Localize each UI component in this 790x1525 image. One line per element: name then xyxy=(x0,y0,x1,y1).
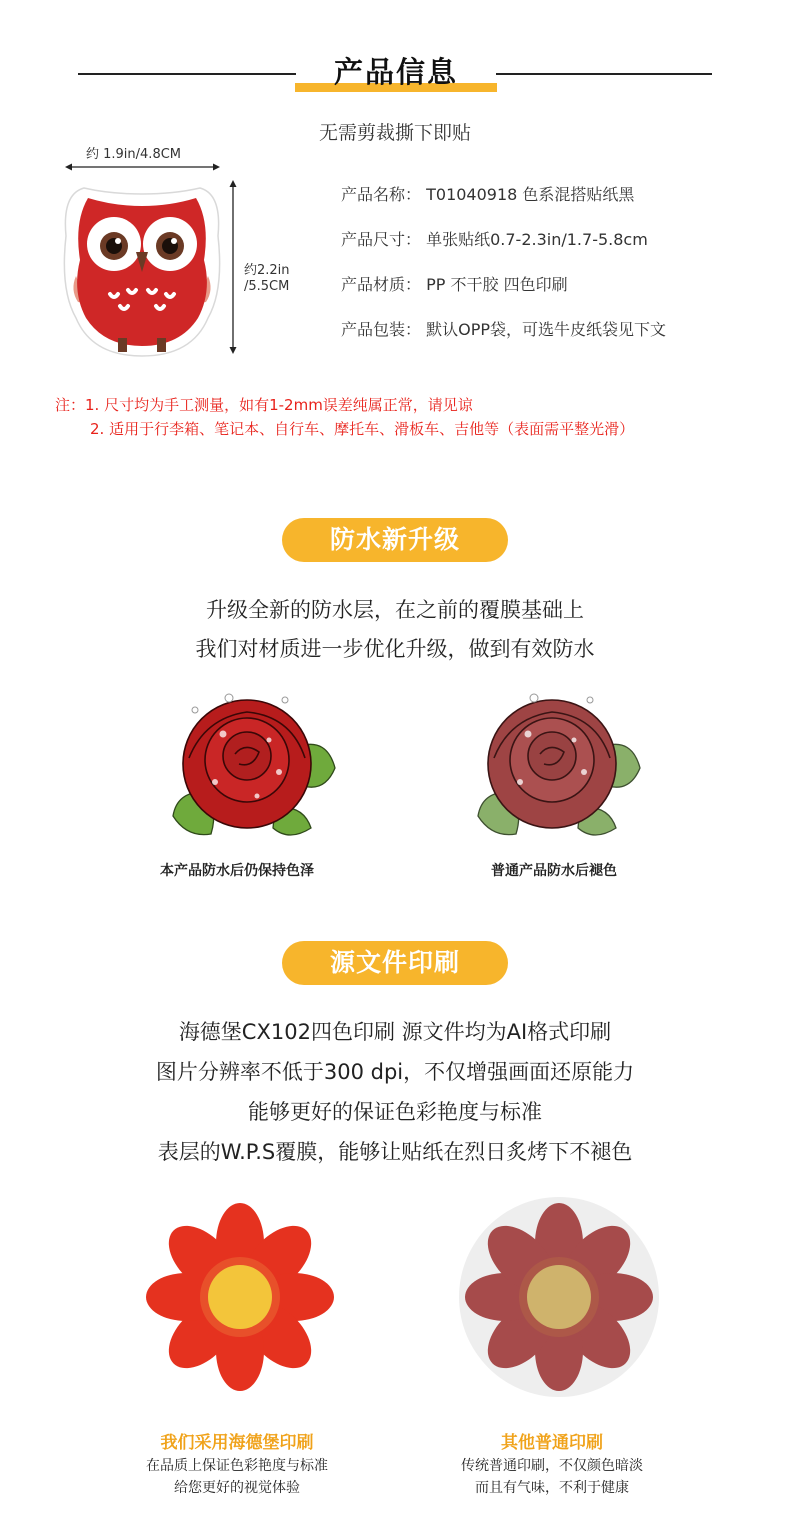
caption-ordinary-product: 普通产品防水后褪色 xyxy=(491,863,617,879)
printing-text-line4: 表层的W.P.S覆膜，能够让贴纸在烈日炙烤下不褪色 xyxy=(157,1140,633,1164)
page-title: 产品信息 xyxy=(333,55,458,89)
caption-sub-ordinary-1: 传统普通印刷，不仅颜色暗淡 xyxy=(461,1458,643,1474)
section-title-waterproof: 防水新升级 xyxy=(282,518,508,562)
printing-text-line2: 图片分辨率不低于300 dpi，不仅增强画面还原能力 xyxy=(155,1060,635,1084)
caption-sub-ordinary-2: 而且有气味，不利于健康 xyxy=(475,1480,629,1496)
caption-title-heidelberg: 我们采用海德堡印刷 xyxy=(160,1433,314,1453)
waterproof-text-line2: 我们对材质进一步优化升级，做到有效防水 xyxy=(195,637,595,661)
caption-waterproof-product: 本产品防水后仍保持色泽 xyxy=(160,863,314,879)
note-line-1: 注：1. 尺寸均为手工测量，如有1-2mm误差纯属正常，请见谅 xyxy=(55,396,473,414)
rose-faded-image xyxy=(470,688,645,848)
height-label-line1: 约2.2in xyxy=(244,263,290,278)
owl-sticker-image xyxy=(62,180,222,360)
section-title-printing: 源文件印刷 xyxy=(282,941,508,985)
info-label: 产品材质： xyxy=(341,275,422,294)
header-subtitle: 无需剪裁撕下即贴 xyxy=(318,122,471,144)
info-value: 单张贴纸0.7-2.3in/1.7-5.8cm xyxy=(426,230,648,249)
header-line-left xyxy=(78,73,296,75)
flower-vivid-image xyxy=(143,1200,337,1394)
caption-title-ordinary: 其他普通印刷 xyxy=(501,1433,603,1453)
flower-faded-image xyxy=(457,1195,661,1399)
printing-text-line1: 海德堡CX102四色印刷 源文件均为AI格式印刷 xyxy=(178,1020,612,1044)
info-row-name xyxy=(341,182,634,205)
printing-text-line3: 能够更好的保证色彩艳度与标准 xyxy=(248,1100,542,1124)
info-label: 产品包装： xyxy=(341,320,422,339)
width-arrow-icon xyxy=(65,162,220,172)
section-title-product-info xyxy=(295,50,497,94)
header-line-right xyxy=(496,73,712,75)
info-label: 产品名称： xyxy=(341,185,422,204)
height-arrow-icon xyxy=(228,180,238,354)
caption-sub-heidelberg-2: 给您更好的视觉体验 xyxy=(174,1480,300,1496)
info-row-packaging xyxy=(341,317,666,340)
info-row-material xyxy=(341,272,568,295)
rose-waterproof-image xyxy=(165,688,340,848)
info-value: 默认OPP袋，可选牛皮纸袋见下文 xyxy=(426,320,667,339)
caption-sub-heidelberg-1: 在品质上保证色彩艳度与标准 xyxy=(146,1458,328,1474)
height-label-line2: /5.5CM xyxy=(244,279,290,294)
note-line-2: 2. 适用于行李箱、笔记本、自行车、摩托车、滑板车、吉他等（表面需平整光滑） xyxy=(90,420,635,438)
info-label: 产品尺寸： xyxy=(341,230,422,249)
info-row-size xyxy=(341,227,648,250)
waterproof-text-line1: 升级全新的防水层，在之前的覆膜基础上 xyxy=(206,598,584,622)
info-value: PP 不干胶 四色印刷 xyxy=(426,275,568,294)
width-label: 约 1.9in/4.8CM xyxy=(86,147,182,162)
info-value: T01040918 色系混搭贴纸黑 xyxy=(426,185,635,204)
